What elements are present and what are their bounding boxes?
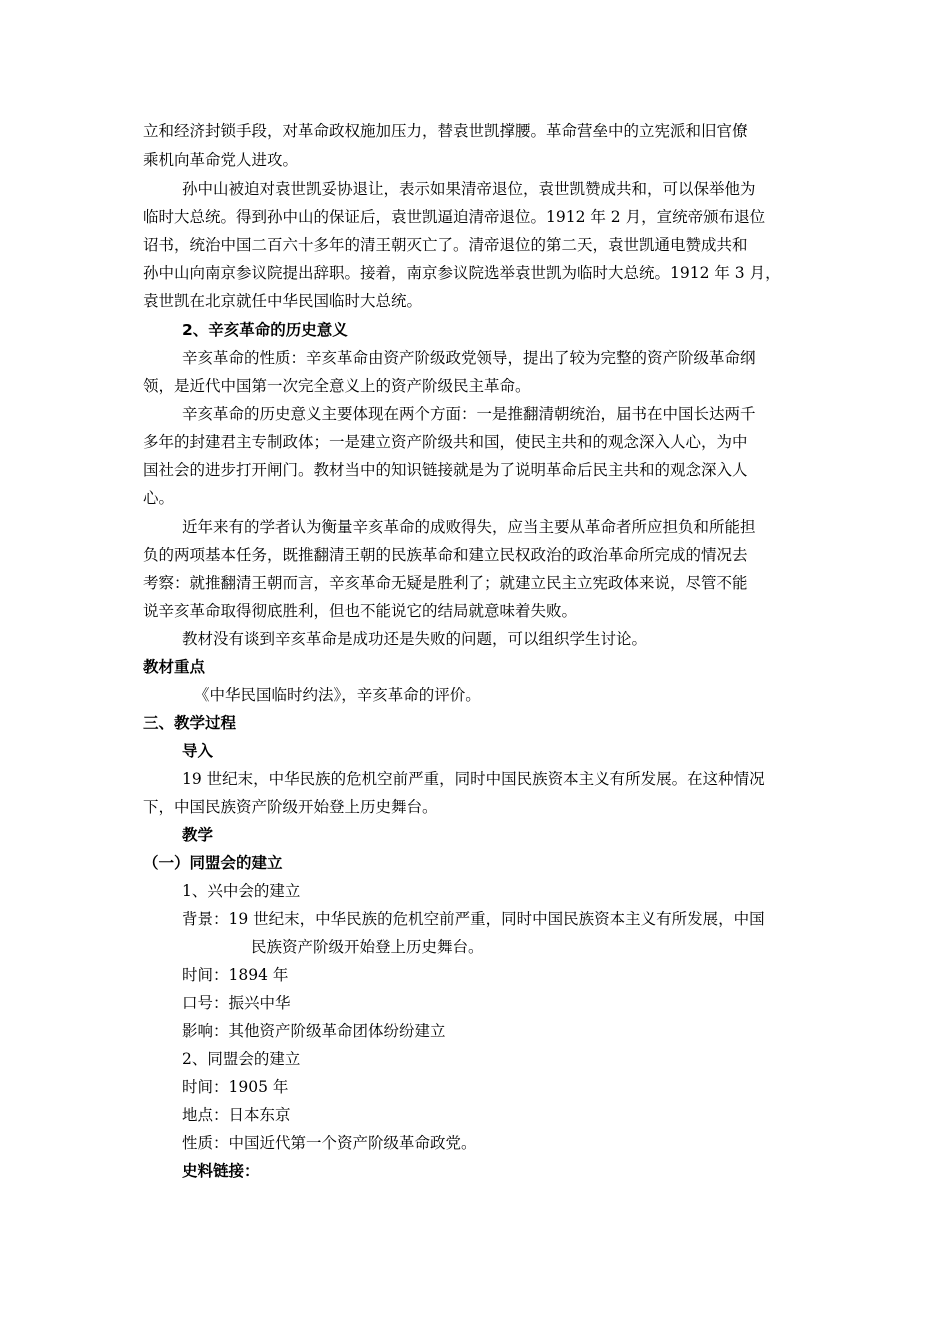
paragraph-line: 临时大总统。得到孙中山的保证后，袁世凯逼迫清帝退位。1912 年 2 月，宣统帝颁布退位 <box>143 208 766 226</box>
key-points-heading: 教材重点 <box>143 658 206 676</box>
process-heading: 三、教学过程 <box>143 714 237 732</box>
key-points-text: 《中华民国临时约法》，辛亥革命的评价。 <box>194 686 481 704</box>
paragraph-line: 近年来有的学者认为衡量辛亥革命的成败得失，应当主要从革命者所应担负和所能担 <box>182 518 756 536</box>
sources-heading: 史料链接： <box>182 1162 260 1180</box>
background-line: 背景：19 世纪末，中华民族的危机空前严重，同时中国民族资本主义有所发展，中国 <box>182 910 765 928</box>
time-line: 时间：1905 年 <box>182 1078 289 1096</box>
list-item: 1、兴中会的建立 <box>182 882 301 900</box>
paragraph-line: 袁世凯在北京就任中华民国临时大总统。 <box>143 292 423 310</box>
background-line: 民族资产阶级开始登上历史舞台。 <box>251 938 484 956</box>
paragraph-line: 考察：就推翻清王朝而言，辛亥革命无疑是胜利了；就建立民主立宪政体来说，尽管不能 <box>143 574 748 592</box>
paragraph-line: 多年的封建君主专制政体；一是建立资产阶级共和国，使民主共和的观念深入人心，为中 <box>143 433 748 451</box>
paragraph-line: 乘机向革命党人进攻。 <box>143 151 299 169</box>
paragraph-line: 诏书，统治中国二百六十多年的清王朝灭亡了。清帝退位的第二天，袁世凯通电赞成共和 <box>143 236 748 254</box>
paragraph-line: 国社会的进步打开闸门。教材当中的知识链接就是为了说明革命后民主共和的观念深入人 <box>143 461 748 479</box>
teaching-heading: 教学 <box>182 826 214 844</box>
section-heading: 2、辛亥革命的历史意义 <box>182 321 348 339</box>
paragraph-line: 心。 <box>143 489 175 507</box>
paragraph-line: 辛亥革命的历史意义主要体现在两个方面：一是推翻清朝统治，届书在中国长达两千 <box>182 405 756 423</box>
paragraph-line: 辛亥革命的性质：辛亥革命由资产阶级政党领导，提出了较为完整的资产阶级革命纲 <box>182 349 756 367</box>
influence-line: 影响：其他资产阶级革命团体纷纷建立 <box>182 1022 446 1040</box>
intro-heading: 导入 <box>182 742 214 760</box>
paragraph-line: 负的两项基本任务，既推翻清王朝的民族革命和建立民权政治的政治革命所完成的情况去 <box>143 546 748 564</box>
slogan-line: 口号：振兴中华 <box>182 994 291 1012</box>
time-line: 时间：1894 年 <box>182 966 289 984</box>
paragraph-line: 领，是近代中国第一次完全意义上的资产阶级民主革命。 <box>143 377 531 395</box>
paragraph-line: 下，中国民族资产阶级开始登上历史舞台。 <box>143 798 438 816</box>
place-line: 地点：日本东京 <box>182 1106 291 1124</box>
paragraph-line: 孙中山向南京参议院提出辞职。接着，南京参议院选举袁世凯为临时大总统。1912 年 3 月， <box>143 264 781 282</box>
section-1-heading: （一）同盟会的建立 <box>143 854 283 872</box>
paragraph-line: 说辛亥革命取得彻底胜利，但也不能说它的结局就意味着失败。 <box>143 602 578 620</box>
list-item: 2、同盟会的建立 <box>182 1050 301 1068</box>
paragraph-line: 19 世纪末，中华民族的危机空前严重，同时中国民族资本主义有所发展。在这种情况 <box>182 770 765 788</box>
paragraph-line: 教材没有谈到辛亥革命是成功还是失败的问题，可以组织学生讨论。 <box>182 630 648 648</box>
paragraph-line: 孙中山被迫对袁世凯妥协退让，表示如果清帝退位，袁世凯赞成共和，可以保举他为 <box>182 180 756 198</box>
nature-line: 性质：中国近代第一个资产阶级革命政党。 <box>182 1134 477 1152</box>
paragraph-line: 立和经济封锁手段，对革命政权施加压力，替袁世凯撑腰。革命营垒中的立宪派和旧官僚 <box>143 122 748 140</box>
